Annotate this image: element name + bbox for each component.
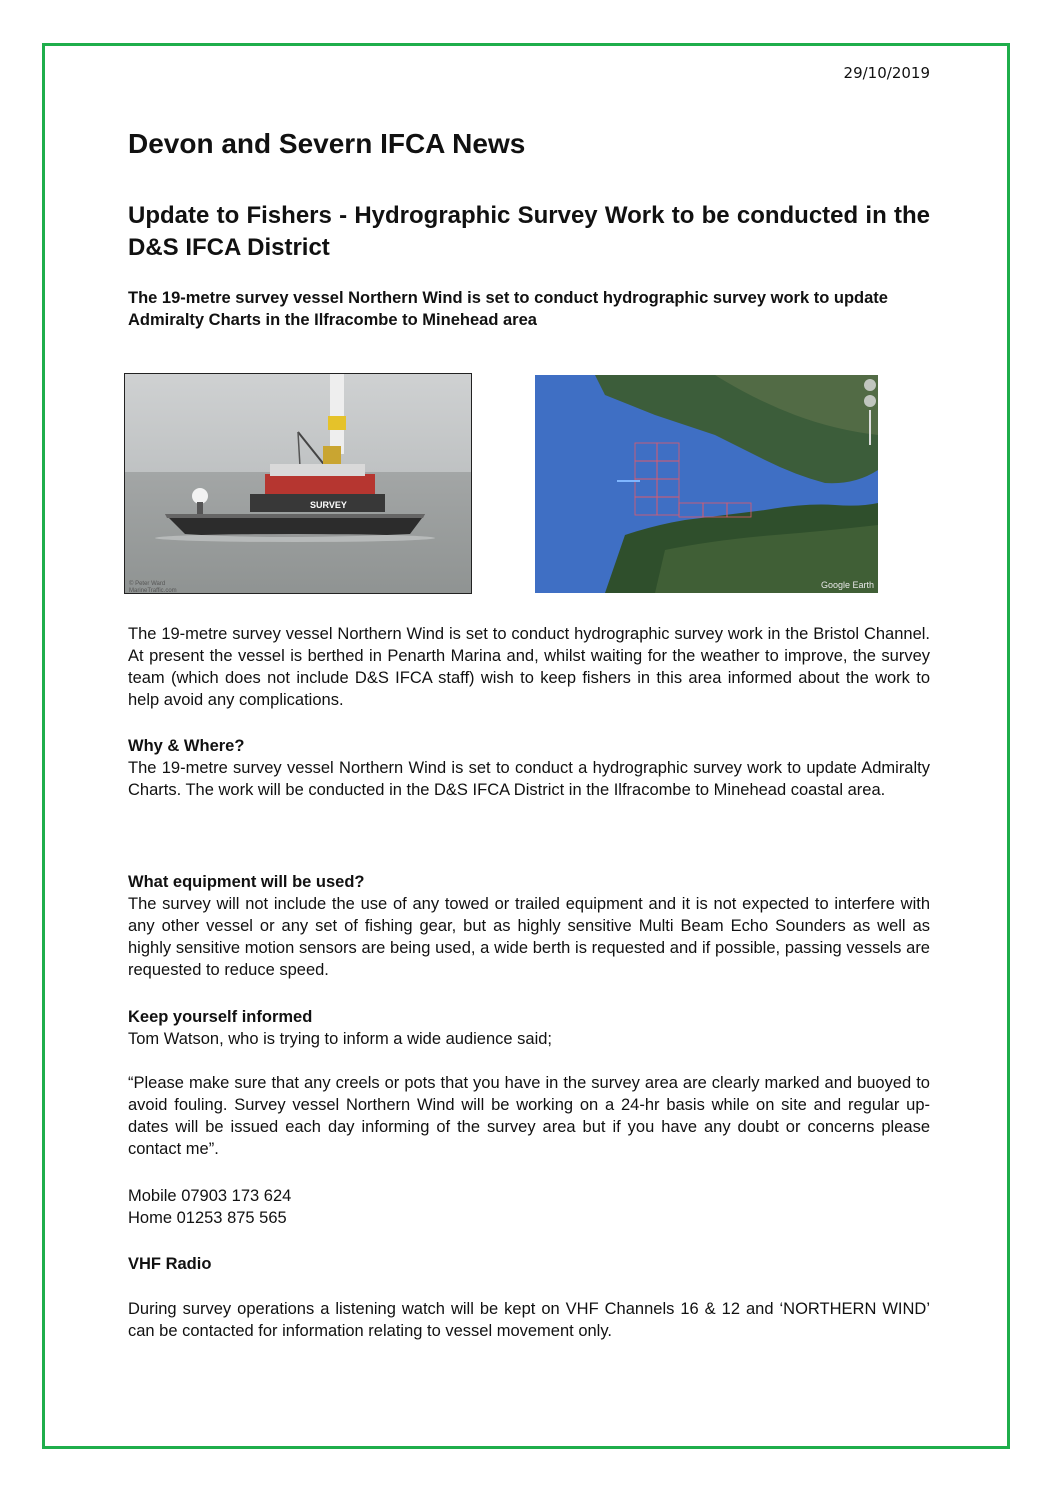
- survey-vessel-photo: [124, 373, 472, 594]
- equipment-text: The survey will not include the use of any towed or trailed equipment and it is not expected to interfere with any other vessel or any set of fishing gear, but as highly sensitive Multi Beam Echo Sounders as well as highly sensitive motion sensors are being used, a wide berth is requested and if possible, passing vessels are requested to reduce speed.: [128, 895, 930, 979]
- vessel-label: SURVEY: [310, 500, 347, 510]
- keep-informed-heading: Keep yourself informed: [128, 1008, 313, 1026]
- map-illustration: [535, 375, 878, 593]
- home-number: Home 01253 875 565: [128, 1209, 287, 1227]
- contact-details: [128, 1185, 930, 1229]
- survey-area-map: [535, 375, 878, 593]
- vhf-text: During survey operations a listening watch will be kept on VHF Channels 16 & 12 and ‘NORTHERN WIND’ can be contacted for information relating to vessel movement only.: [128, 1300, 930, 1340]
- keep-informed-text: Tom Watson, who is trying to inform a wide audience said;: [128, 1030, 552, 1048]
- quote-paragraph: “Please make sure that any creels or pots that you have in the survey area are clearly marked and buoyed to avoid fouling. Survey vessel Northern Wind will be working on a 24-hr basis while on site and regular up-dates will be issued each day informing of the survey area but if you have any doubt or concerns please contact me”.: [128, 1074, 930, 1158]
- equipment-section: [128, 871, 930, 981]
- vhf-heading: VHF Radio: [128, 1255, 212, 1273]
- article-subtitle: Update to Fishers - Hydrographic Survey Work to be conducted in the D&S IFCA District: [128, 202, 930, 261]
- equipment-heading: What equipment will be used?: [128, 873, 365, 891]
- why-where-text: The 19-metre survey vessel Northern Wind is set to conduct a hydrographic survey work to update Admiralty Charts. The work will be conducted in the D&S IFCA District in the Ilfracombe to Minehead coastal area.: [128, 759, 930, 799]
- photo-credit: © Peter Ward MarineTraffic.com: [129, 581, 177, 594]
- vessel-illustration: [125, 374, 472, 594]
- document-date: 29/10/2019: [843, 64, 930, 82]
- mobile-number: Mobile 07903 173 624: [128, 1187, 292, 1205]
- keep-informed-section: [128, 1006, 930, 1050]
- why-where-section: [128, 735, 930, 801]
- intro-paragraph: The 19-metre survey vessel Northern Wind is set to conduct hydrographic survey work in the Bristol Channel. At present the vessel is berthed in Penarth Marina and, whilst waiting for the weather to improve, the survey team (which does not include D&S IFCA staff) wish to keep fishers in this area informed about the work to help avoid any complications.: [128, 625, 930, 709]
- why-where-heading: Why & Where?: [128, 737, 245, 755]
- lead-paragraph: The 19-metre survey vessel Northern Wind is set to conduct hydrographic survey work to update Admiralty Charts in the Ilfracombe to Minehead area: [128, 289, 888, 329]
- page-title: Devon and Severn IFCA News: [128, 128, 526, 159]
- map-watermark: Google Earth: [821, 580, 875, 590]
